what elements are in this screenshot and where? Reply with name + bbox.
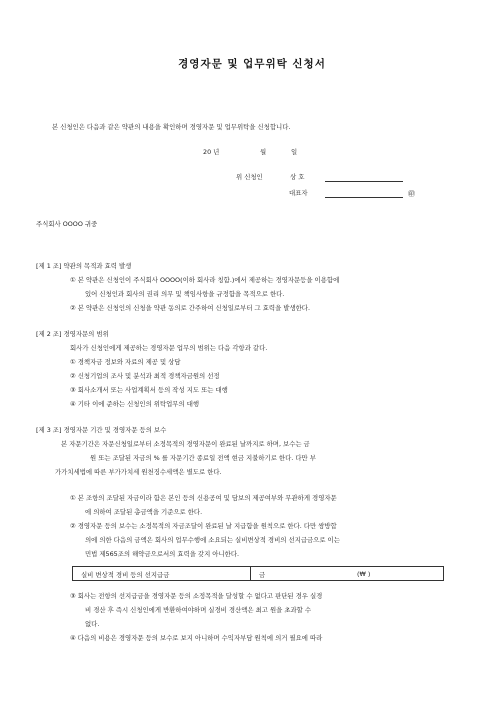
article-2-lead: 회사가 신청인에게 제공하는 경영자문 업무의 범위는 다음 각항과 같다. bbox=[70, 344, 268, 352]
company-label: 상 호 bbox=[290, 173, 305, 181]
article-2-heading: [제 2 조] 경영자문의 범위 bbox=[36, 330, 109, 338]
article-1-item: 있어 신청인과 회사의 권리 의무 및 책임사항을 규정함을 목적으로 한다. bbox=[85, 290, 285, 298]
article-2-item: ② 신청기업의 조사 및 분석과 최적 경책자금원의 선정 bbox=[70, 372, 220, 380]
article-3-item: ③ 회사는 전항의 선지급금을 경영자문 등의 소정목적을 달성할 수 없다고 판단된 경우 실경 bbox=[70, 592, 323, 600]
date-day: 일 bbox=[291, 148, 298, 156]
article-3-item: 없다. bbox=[85, 620, 100, 628]
applicant-label: 위 신청인 bbox=[236, 173, 263, 181]
article-3-line: 가가치세법에 따른 부가가치세 원천징수세액은 별도로 한다. bbox=[55, 468, 222, 476]
article-2-item: ① 경책자금 정보와 자료의 제공 및 상담 bbox=[70, 358, 181, 366]
date-year: 20 년 bbox=[203, 148, 220, 156]
box-divider bbox=[250, 567, 251, 580]
document-title: 경영자문 및 업무위탁 신청서 bbox=[178, 58, 326, 70]
advance-payment-label: 실비 변상적 경비 등의 선지급금 bbox=[81, 571, 170, 579]
article-3-item: ① 본 조항의 조달된 자금이라 함은 본인 등의 신용공여 및 담보의 제공여부와 무관하게 경영자문 bbox=[70, 494, 337, 502]
article-2-item: ④ 기타 이에 준하는 신청인의 위탁업무의 대행 bbox=[70, 400, 200, 408]
article-3-item: 비 경산 후 즉시 신청인에게 반환하여야하며 실경비 경산액은 최고 원을 초과할 수 bbox=[85, 606, 312, 614]
amount-field[interactable]: (₩ ) bbox=[357, 570, 371, 578]
article-3-item: 민법 제565조의 해약금으로서의 효력을 갖지 아니한다. bbox=[85, 550, 240, 558]
article-3-line: 원 또는 조달된 자금의 % 를 자문기간 종료일 전액 현금 지불하기로 한다. 다만 부 bbox=[90, 454, 316, 462]
article-3-line: 본 자문기간은 자문신청일로부터 소정목적의 경영자문이 완료된 날까지로 하며, 보수는 금 bbox=[61, 440, 310, 448]
article-1-item: ② 본 약관은 신청인의 신청을 약관 동의로 간주하여 신청일로부터 그 효력을 발생한다. bbox=[70, 304, 310, 312]
article-1-item: ① 본 약관은 신청인이 주식회사 OOOO(이하 회사라 칭함.)에서 제공하는 경영자문등을 이용함에 bbox=[70, 276, 340, 284]
company-field-line[interactable] bbox=[325, 181, 403, 182]
article-3-item: 의에 의한 다음의 금액은 회사의 업무수행에 소요되는 실비변상적 경비의 선지급금으로 이는 bbox=[85, 536, 340, 544]
article-3-item: ② 경영자문 등의 보수는 소정목적의 자금조달이 완료된 날 지급함을 원칙으로 한다. 다만 쌍방합 bbox=[70, 522, 337, 530]
addressee: 주식회사 OOOO 귀중 bbox=[36, 220, 98, 228]
intro-text: 본 신청인은 다음과 같은 약관의 내용을 확인하며 경영자문 및 업무위탁을 신청합니다. bbox=[52, 123, 291, 131]
article-3-item: ④ 다음의 비용은 경영자문 등의 보수로 보지 아니하며 수익자부담 원칙에 의거 필요에 따라 bbox=[70, 634, 323, 642]
article-3-heading: [제 3 조] 경영자문 기간 및 경영자문 등의 보수 bbox=[36, 426, 167, 434]
representative-label: 대표자 bbox=[289, 189, 308, 197]
amount-label: 금 bbox=[259, 571, 266, 579]
seal-mark: ㊞ bbox=[408, 190, 415, 198]
date-month: 월 bbox=[260, 148, 267, 156]
article-3-item: 에 의하여 조달된 총금액을 기준으로 한다. bbox=[85, 508, 203, 516]
article-2-item: ③ 회사소개서 또는 사업계획서 등의 작성 지도 또는 대행 bbox=[70, 386, 228, 394]
advance-payment-box bbox=[72, 566, 444, 581]
representative-field-line[interactable] bbox=[325, 197, 403, 198]
article-1-heading: [제 1 조] 약관의 목적과 효력 발생 bbox=[36, 262, 132, 270]
